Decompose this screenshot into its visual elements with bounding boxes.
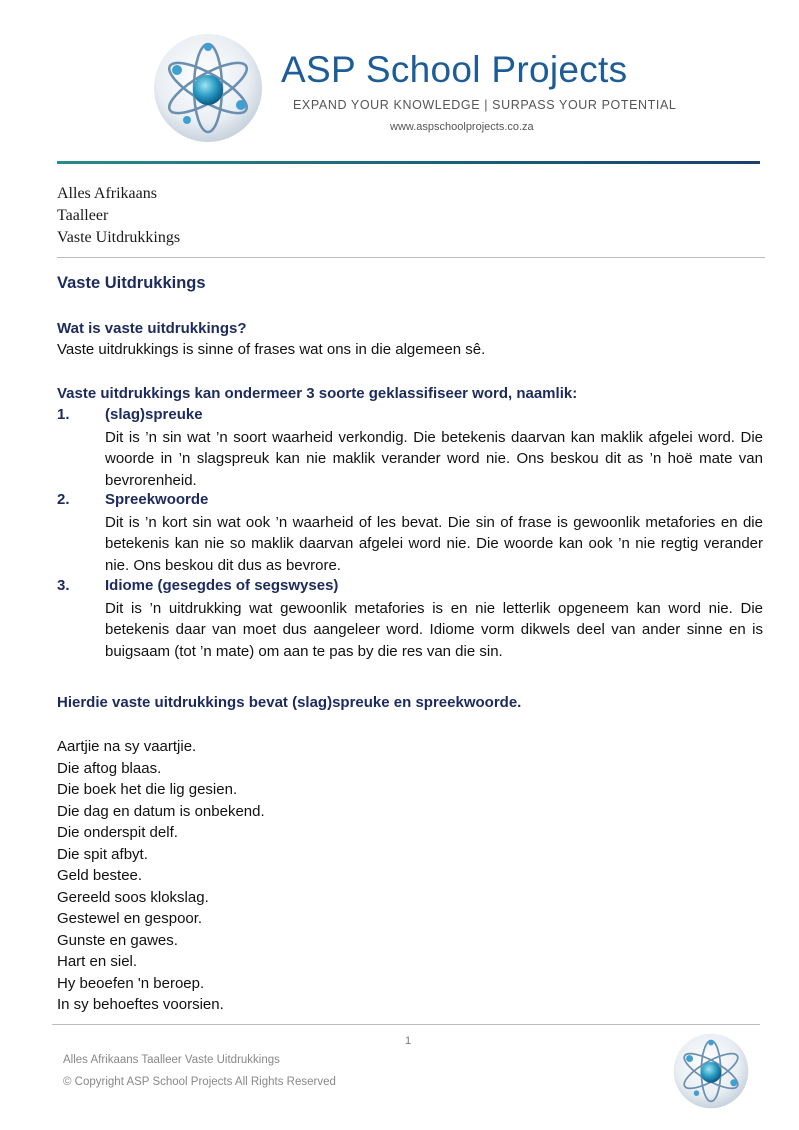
definition-text: Vaste uitdrukkings is sinne of frases wat ons in die algemeen sê. (57, 341, 486, 358)
atom-logo-icon (153, 33, 263, 143)
list-item: Gereeld soos klokslag. (57, 888, 209, 906)
footer-atom-logo-icon (673, 1033, 749, 1109)
classification-heading: Vaste uitdrukkings kan ondermeer 3 soorte geklassifiseer word, naamlik: (57, 385, 578, 402)
list-item: Hy beoefen 'n beroep. (57, 974, 205, 992)
footer-copyright: © Copyright ASP School Projects All Rights Reserved (63, 1076, 336, 1088)
list-item: Die boek het die lig gesien. (57, 781, 238, 798)
expression-list (57, 736, 265, 1016)
breadcrumb-item: Alles Afrikaans (57, 185, 157, 202)
breadcrumb-item: Vaste Uitdrukkings (57, 229, 181, 246)
header-divider (57, 161, 760, 164)
page-title: Vaste Uitdrukkings (57, 274, 206, 292)
list-item: Die onderspit delf. (57, 824, 178, 841)
brand-title: ASP School Projects (281, 49, 628, 90)
type-number: 1. (57, 406, 70, 423)
footer-divider (52, 1024, 760, 1025)
breadcrumb-divider (57, 257, 765, 258)
type-description: Dit is ’n uitdrukking wat gewoonlik metafories is en nie letterlik opgeneem kan word nie. Die betekenis daar van moet dus aangeleer word. Idiome vorm dikwels deel van ander sinne en is buigsaam (tot ’n mate) om aan te pas by die res van die sin. (105, 600, 763, 660)
breadcrumb-item: Taalleer (57, 207, 109, 224)
list-item: Gunste en gawes. (57, 931, 178, 949)
type-number: 3. (57, 577, 70, 594)
question-heading: Wat is vaste uitdrukkings? (57, 320, 247, 337)
type-description: Dit is ’n kort sin wat ook ’n waarheid of les bevat. Die sin of frase is gewoonlik metafories en die betekenis kan nie so maklik daarvan afgelei word nie. Die woorde kan ook ’n nie regtig verander nie. Ons beskou dit dus as bevrore. (105, 514, 763, 574)
list-item: Aartjie na sy vaartjie. (57, 738, 197, 755)
type-title: Spreekwoorde (105, 491, 209, 508)
type-number: 2. (57, 491, 70, 508)
page-number: 1 (405, 1035, 412, 1047)
list-item: Gestewel en gespoor. (57, 910, 203, 927)
list-heading: Hierdie vaste uitdrukkings bevat (slag)spreuke en spreekwoorde. (57, 694, 522, 711)
type-title: Idiome (gesegdes of segswyses) (105, 577, 339, 594)
list-item: Die dag en datum is onbekend. (57, 802, 265, 820)
footer-doc-title: Alles Afrikaans Taalleer Vaste Uitdrukkings (63, 1054, 280, 1066)
brand-url: www.aspschoolprojects.co.za (390, 121, 534, 133)
list-item: Die aftog blaas. (57, 759, 162, 777)
type-description: Dit is ’n sin wat ’n soort waarheid verkondig. Die betekenis daarvan kan maklik afgelei word. Die woorde in ’n slagspreuk kan nie maklik verander word nie. Ons beskou dit as ’n hoë mate van bevrorenheid. (105, 429, 763, 489)
list-item: Hart en siel. (57, 953, 138, 970)
brand-tagline: EXPAND YOUR KNOWLEDGE | SURPASS YOUR POTENTIAL (293, 98, 677, 112)
type-title: (slag)spreuke (105, 406, 203, 423)
list-item: Die spit afbyt. (57, 845, 148, 863)
list-item: In sy behoeftes voorsien. (57, 996, 224, 1013)
list-item: Geld bestee. (57, 867, 143, 884)
